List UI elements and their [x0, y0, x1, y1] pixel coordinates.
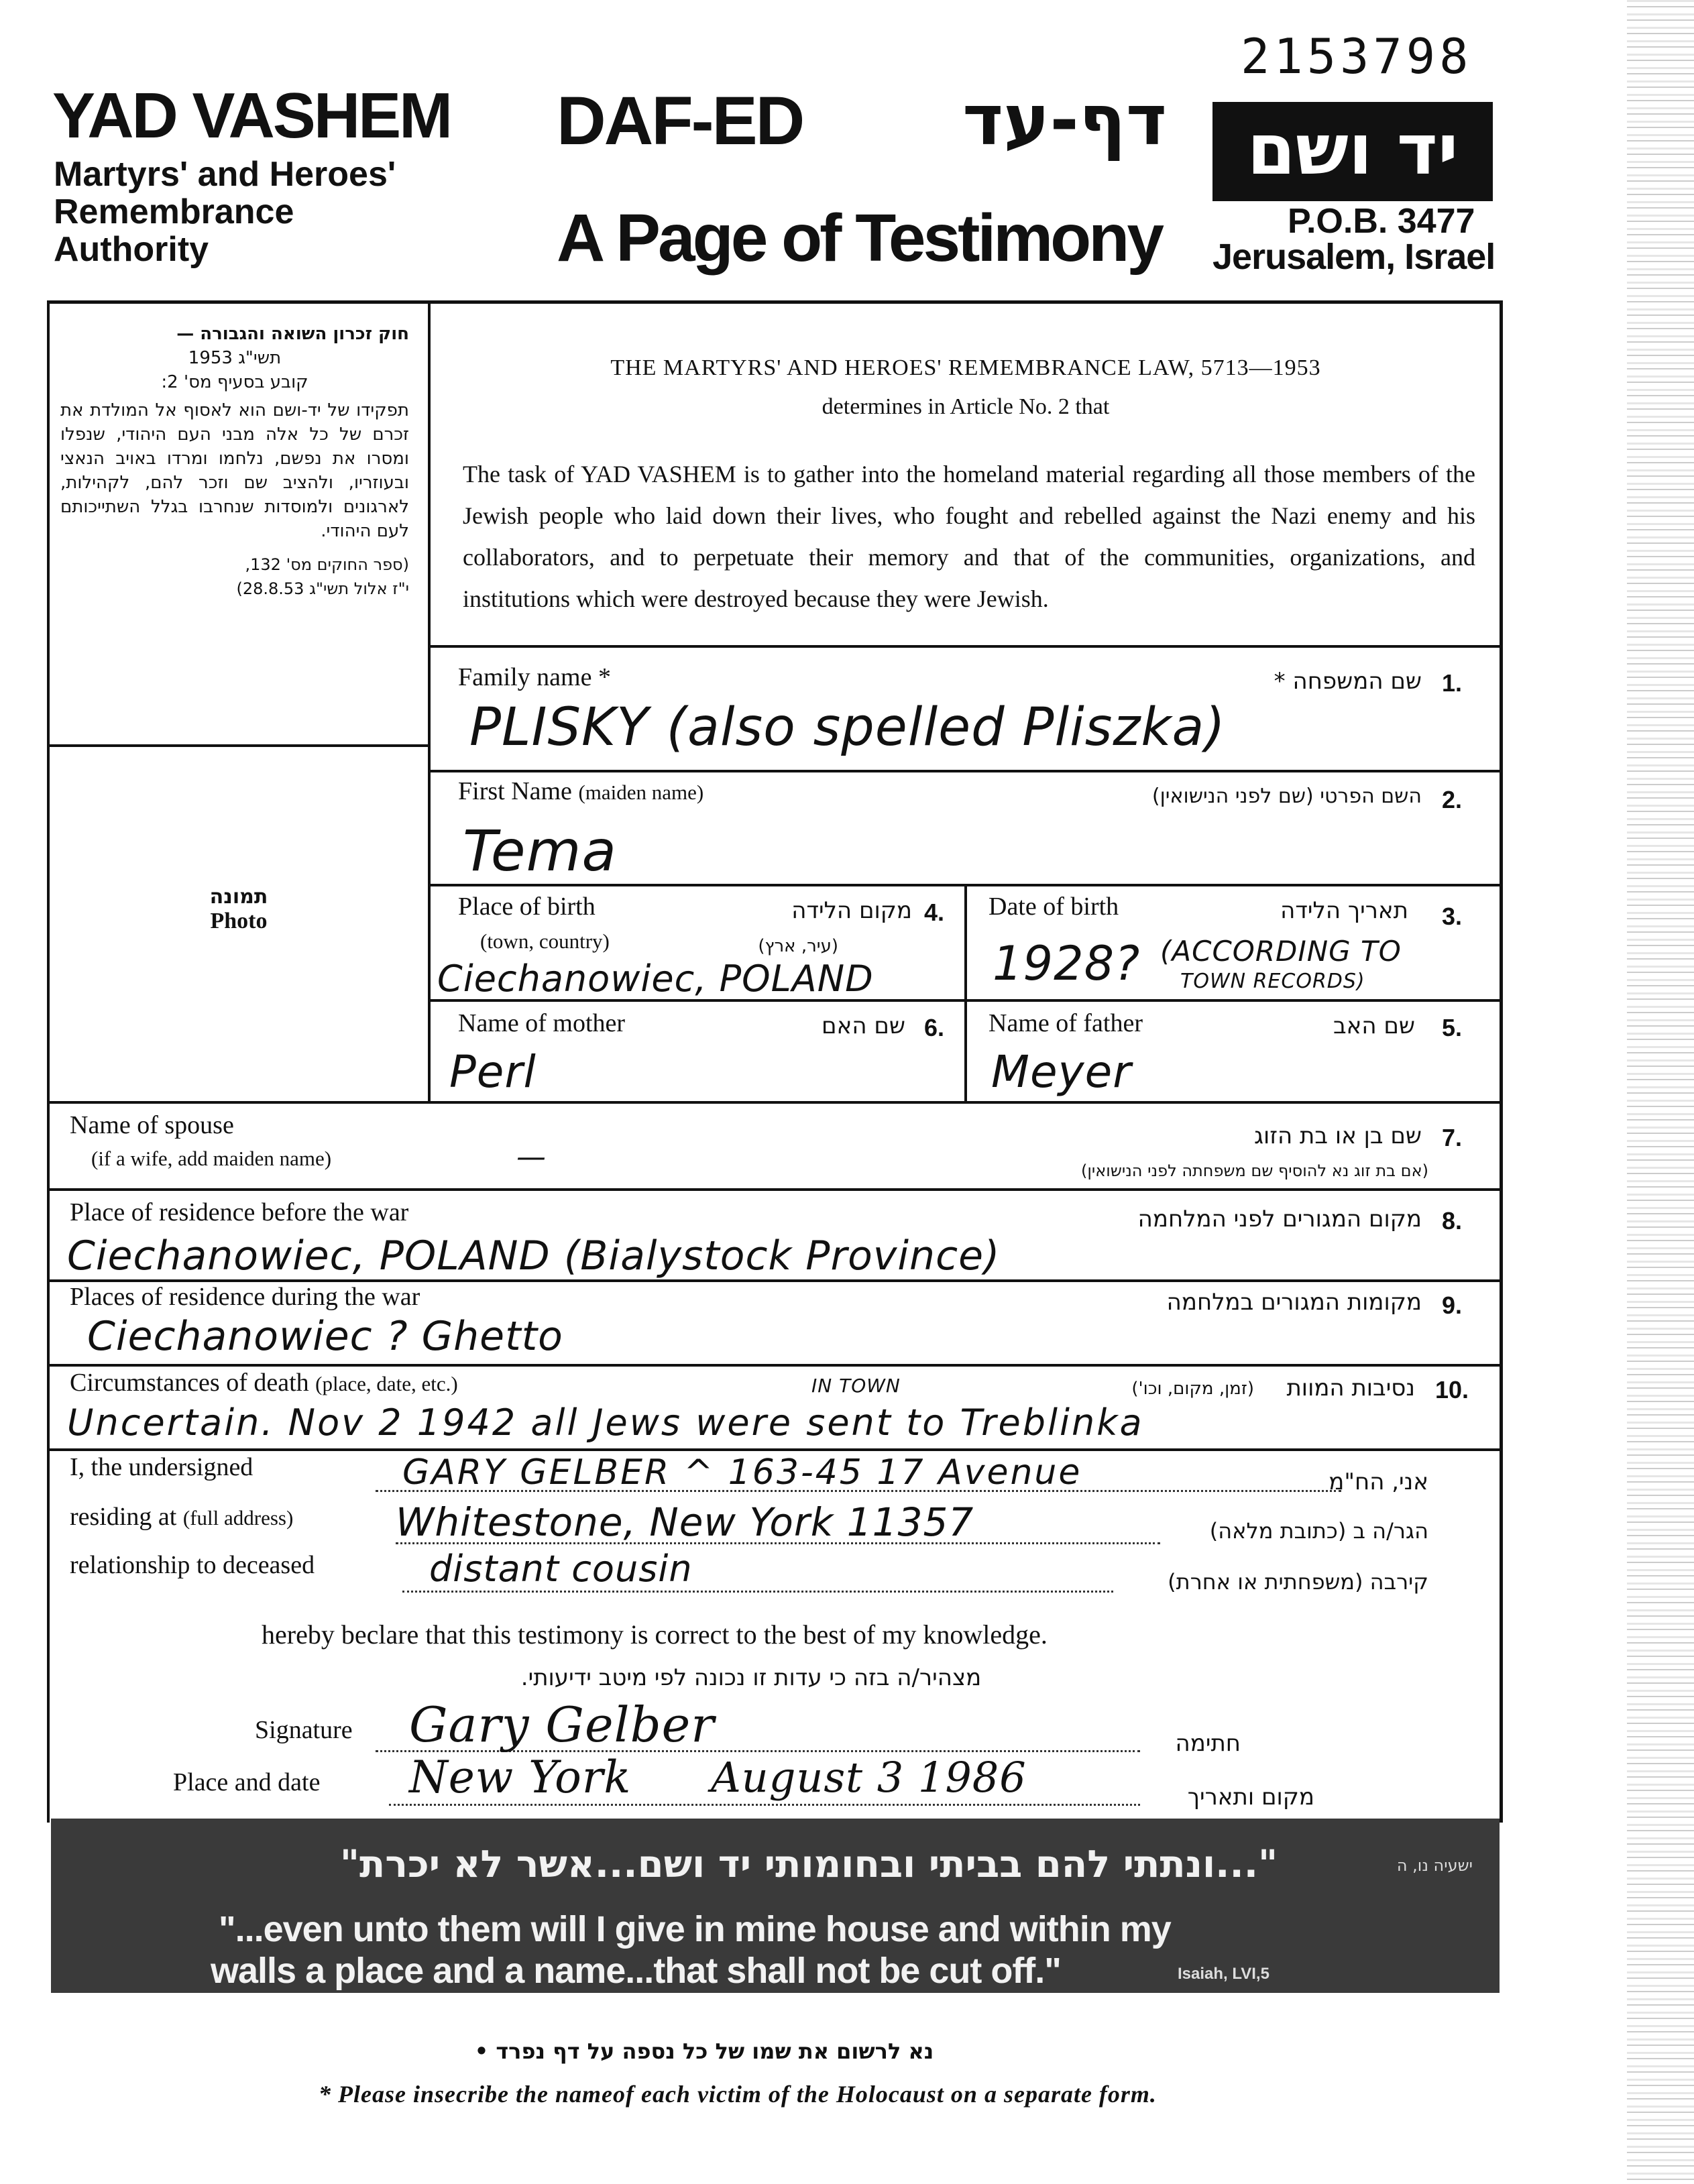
row4-bottom — [48, 1101, 1501, 1104]
declaration-text: hereby beclare that this testimony is correct to the best of my knowledge. — [262, 1619, 1048, 1650]
daf-ed-title: DAF-ED — [557, 82, 803, 159]
scan-edge-noise — [1627, 0, 1694, 2184]
yad-vashem-logo — [1212, 102, 1493, 201]
death-hebrew: נסיבות המוות — [1286, 1375, 1415, 1401]
photo-hebrew: תמונה — [209, 885, 268, 909]
law-box-bottom — [48, 744, 429, 747]
serial-number: 2153798 — [1241, 28, 1473, 84]
date-of-birth-hebrew: תאריך הלידה — [1280, 897, 1408, 924]
mid-column-border — [964, 885, 967, 1102]
death-label — [70, 1368, 458, 1397]
death-num: 10. — [1435, 1376, 1469, 1403]
place-of-birth-hebrew: מקום הלידה — [791, 897, 912, 924]
residence-before-num: 8. — [1442, 1207, 1463, 1234]
residence-during-label: Places of residence during the war — [70, 1283, 420, 1311]
place-of-birth-hebrew-sub: (עיר, ארץ) — [758, 936, 838, 956]
undersigned-label: I, the undersigned — [70, 1453, 253, 1481]
pob: P.O.B. 3477 — [1288, 202, 1475, 241]
declaration-hebrew: מצהיר/ה בזה כי עדות זו נכונה לפי מיטב ידיעותי. — [520, 1664, 982, 1691]
law-box-hebrew — [60, 322, 409, 601]
death-value: Uncertain. Nov 2 1942 all Jews were sent to Treblinka — [67, 1401, 1144, 1444]
daf-ed-hebrew: דף-עד — [962, 79, 1167, 161]
relationship-label: relationship to deceased — [70, 1551, 315, 1579]
death-label-text: Circumstances of death — [70, 1369, 309, 1397]
family-name-label: Family name * — [458, 663, 611, 691]
death-insert: IN TOWN — [811, 1375, 901, 1397]
banner-line-1: "...even unto them will I give in mine house and within my — [219, 1909, 1171, 1949]
photo-column-border — [428, 302, 431, 1101]
place-value: New York — [409, 1751, 632, 1803]
footer-english: * Please insecribe the nameof each victim of the Holocaust on a separate form. — [319, 2081, 1157, 2108]
father-label: Name of father — [989, 1009, 1143, 1037]
page-title: A Page of Testimony — [557, 200, 1162, 276]
org-name: YAD VASHEM — [52, 80, 451, 152]
residence-during-num: 9. — [1442, 1291, 1463, 1319]
org-line-3: Authority — [54, 230, 209, 269]
law-hebrew-text: תפקידו של יד-ושם הוא לאסוף אל המולדת את זכרם של כל אלה מבני העם היהודי, שנפלו ומסרו את נפשם, נלחמו ומרדו באויב הנאצי ובעוזריו, ולהציב שם וזכר להם, לקהילות, לארגונים ולמוסדות שנחרבו בגלל השתייכותם לעם היהודי. — [60, 400, 409, 541]
first-name-label — [458, 777, 703, 806]
footer-hebrew: נא לרשום את שמו של כל נספה על דף נפרד • — [474, 2038, 934, 2064]
place-of-birth-label: Place of birth — [458, 893, 596, 921]
family-name-value: PLISKY (also spelled Pliszka) — [469, 697, 1226, 758]
relationship-hebrew: קירבה (משפחתית או אחרת) — [1168, 1569, 1428, 1595]
banner-line-2: walls a place and a name...that shall not be cut off." — [211, 1951, 1061, 1991]
residence-before-label: Place of residence before the war — [70, 1198, 409, 1226]
residence-during-hebrew: מקומות המגורים במלחמה — [1166, 1289, 1422, 1316]
signature-hebrew: חתימה — [1175, 1730, 1241, 1757]
logo-hebrew-text: יד ושם — [1247, 109, 1459, 190]
org-line-2: Remembrance — [54, 192, 294, 231]
relationship-dotted-line — [402, 1591, 1113, 1593]
row1-bottom — [429, 770, 1501, 772]
first-name-hebrew: השם הפרטי (שם לפני הנישואין) — [1151, 785, 1422, 808]
spouse-num: 7. — [1442, 1124, 1463, 1151]
spouse-hebrew-sub: (אם בת זוג נא להוסיף שם משפחתה לפני הנישואין) — [1080, 1161, 1428, 1180]
date-value: August 3 1986 — [711, 1753, 1027, 1802]
first-name-label-text: First Name — [458, 777, 572, 805]
date-of-birth-label: Date of birth — [989, 893, 1119, 921]
place-of-birth-num: 4. — [924, 899, 945, 926]
date-of-birth-value: 1928? — [993, 936, 1141, 991]
law-hebrew-ref2: י"ז אלול תשי"ג 28.8.53) — [236, 579, 409, 598]
form-right-border — [1500, 300, 1503, 1823]
place-of-birth-label-sub: (town, country) — [480, 929, 610, 953]
org-subtitle — [54, 156, 396, 268]
family-name-num: 1. — [1442, 669, 1463, 697]
place-date-label: Place and date — [173, 1768, 321, 1796]
law-text-bottom — [429, 645, 1501, 648]
mother-value: Perl — [449, 1046, 537, 1098]
father-hebrew: שם האב — [1333, 1013, 1415, 1039]
date-of-birth-num: 3. — [1442, 903, 1463, 930]
undersigned-hebrew: אני, הח"מ — [1329, 1469, 1428, 1495]
father-num: 5. — [1442, 1014, 1463, 1041]
row10-bottom — [48, 1448, 1501, 1451]
residing-value: Whitestone, New York 11357 — [396, 1499, 974, 1545]
banner-ref: Isaiah, LVI,5 — [1178, 1965, 1269, 1983]
law-english-text: The task of YAD VASHEM is to gather into the homeland material regarding all those members of the Jewish people who laid down their lives, who fought and rebelled against the Nazi enemy and his collaborators, and to perpetuate their memory and that of the communities, organizations, and institutions which were destroyed because they were Jewish. — [463, 461, 1475, 612]
residence-before-value: Ciechanowiec, POLAND (Bialystock Province) — [67, 1232, 1001, 1279]
signature-label: Signature — [255, 1716, 353, 1744]
date-of-birth-note-2: TOWN RECORDS) — [1180, 970, 1365, 993]
place-date-dotted-line — [389, 1804, 1140, 1806]
residing-label-text: residing at — [70, 1503, 177, 1531]
law-hebrew-article: קובע בסעיף מס' 2: — [161, 372, 308, 392]
residence-before-hebrew: מקום המגורים לפני המלחמה — [1137, 1206, 1422, 1232]
relationship-value: distant cousin — [429, 1548, 693, 1590]
undersigned-value: GARY GELBER ^ 163-45 17 Avenue — [402, 1452, 1082, 1493]
law-hebrew-title: חוק זכרון השואה והגבורה — — [176, 324, 409, 344]
death-hebrew-sub: (זמן, מקום, וכו') — [1131, 1379, 1254, 1399]
row7-bottom — [48, 1188, 1501, 1191]
residing-hebrew: הגר/ה ב (כתובת מלאה) — [1209, 1518, 1428, 1544]
form-top-border — [47, 300, 1502, 304]
place-of-birth-value: Ciechanowiec, POLAND — [437, 958, 874, 1000]
quote-banner — [51, 1819, 1500, 1993]
mother-hebrew: שם האם — [822, 1013, 905, 1039]
spouse-label: Name of spouse — [70, 1111, 234, 1139]
residing-label — [70, 1502, 293, 1532]
city: Jerusalem, Israel — [1212, 237, 1495, 277]
residing-label-sub: (full address) — [182, 1506, 294, 1530]
photo-area — [51, 885, 427, 934]
place-date-hebrew: מקום ותאריך — [1187, 1784, 1314, 1811]
row9-bottom — [48, 1364, 1501, 1367]
mother-label: Name of mother — [458, 1009, 626, 1037]
photo-label: Photo — [210, 909, 268, 933]
org-line-1: Martyrs' and Heroes' — [54, 155, 396, 194]
banner-hebrew-ref: ישעיה נו, ה — [1396, 1856, 1473, 1875]
form-left-border — [47, 300, 50, 1823]
father-value: Meyer — [991, 1046, 1132, 1098]
residence-during-value: Ciechanowiec ? Ghetto — [87, 1313, 563, 1360]
banner-hebrew: "...ונתתי להם בביתי ובחומותי יד ושם...אשר לא יכרת" — [339, 1843, 1278, 1886]
law-english-title: THE MARTYRS' AND HEROES' REMEMBRANCE LAW, 5713—1953 — [610, 355, 1321, 380]
law-hebrew-year: תשי"ג 1953 — [188, 348, 282, 368]
mother-num: 6. — [924, 1014, 945, 1041]
death-label-sub: (place, date, etc.) — [315, 1372, 458, 1395]
first-name-num: 2. — [1442, 786, 1463, 813]
spouse-label-sub: (if a wife, add maiden name) — [91, 1147, 332, 1170]
spouse-hebrew: שם בן או בת הזוג — [1253, 1123, 1422, 1149]
first-name-label-sub: (maiden name) — [578, 781, 704, 804]
family-name-hebrew: שם המשפחה * — [1274, 668, 1422, 695]
signature-value: Gary Gelber — [409, 1697, 715, 1753]
law-english-subtitle: determines in Article No. 2 that — [822, 394, 1110, 419]
first-name-value: Tema — [463, 818, 617, 884]
law-hebrew-ref1: (ספר החוקים מס' 132, — [245, 555, 409, 574]
date-of-birth-note-1: (ACCORDING TO — [1160, 935, 1402, 968]
spouse-value: — — [516, 1140, 547, 1174]
